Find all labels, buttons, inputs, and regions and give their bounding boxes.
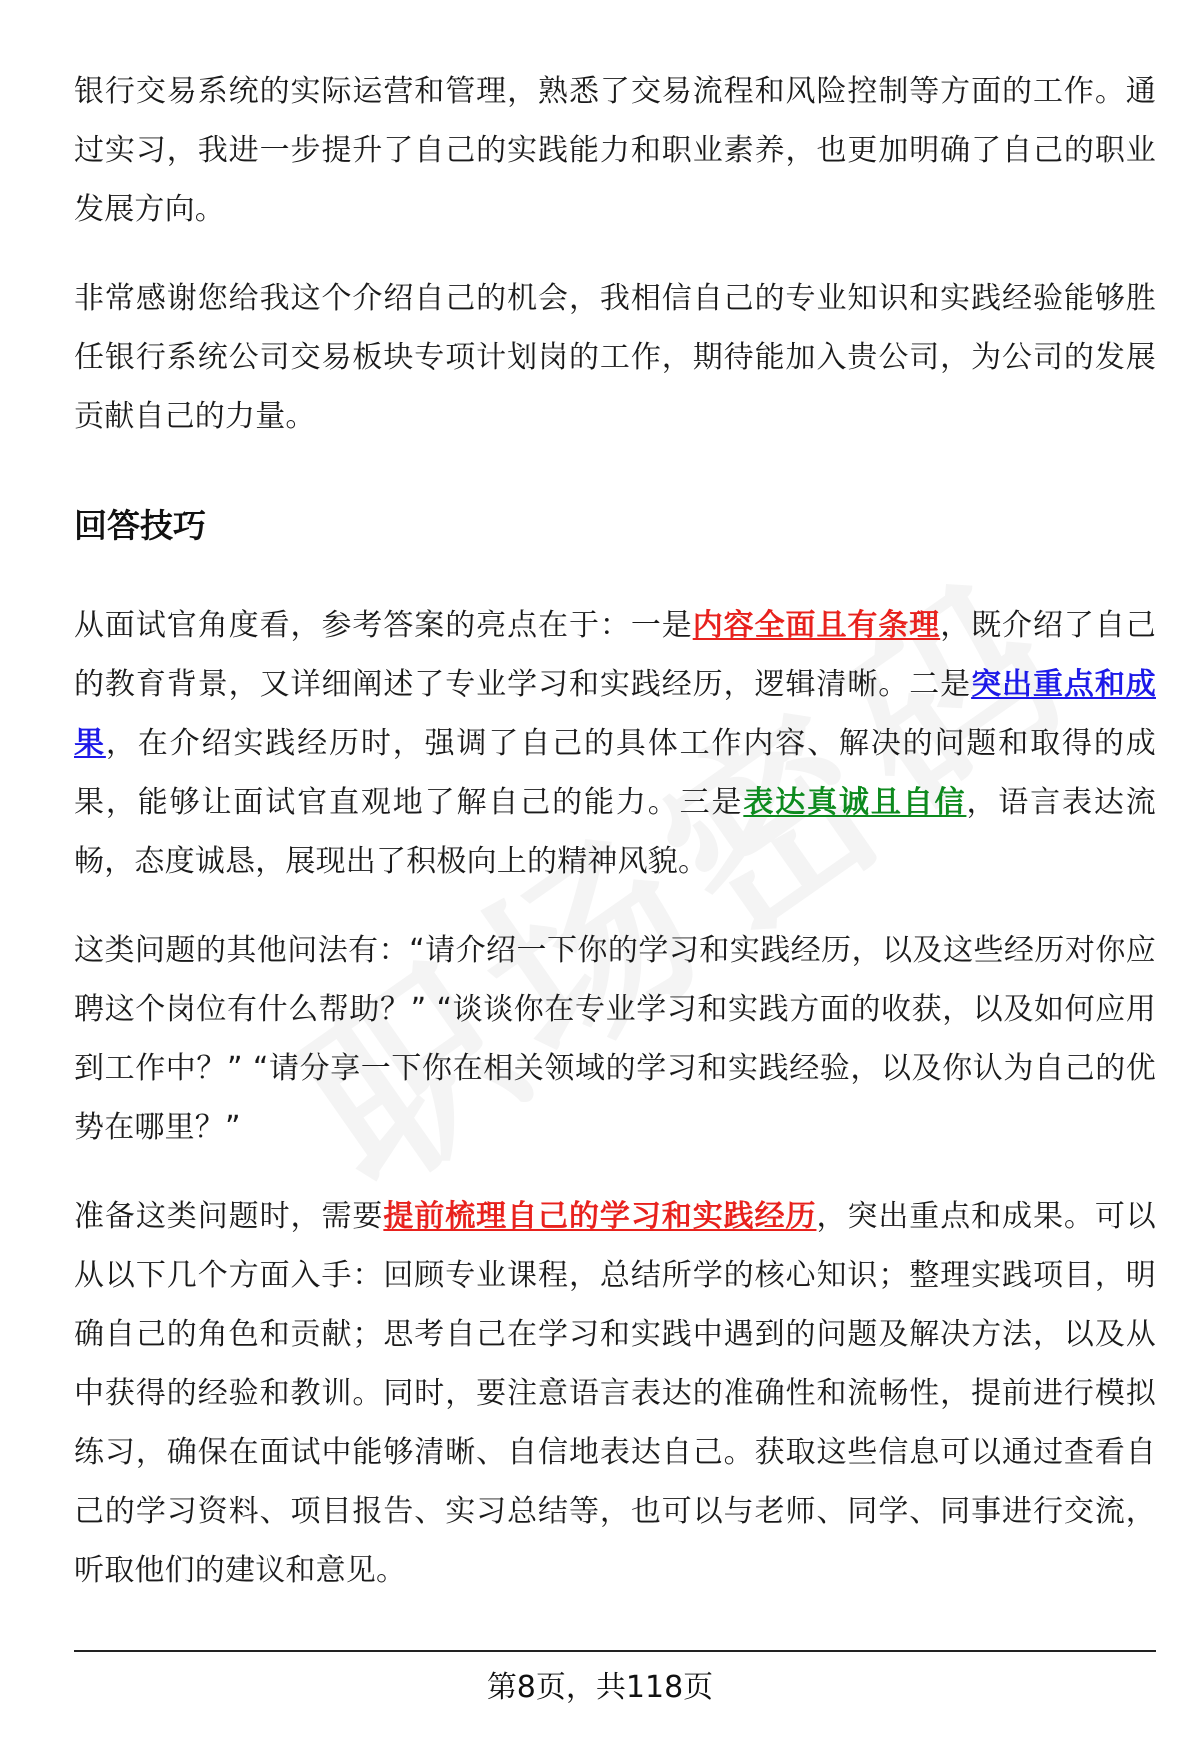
highlights-text-2: ，既介绍了自己的教育背景，又详细阐述了专业学习和实践经历，逻辑清晰。二是	[74, 608, 1156, 702]
highlights-text-4: ，语言表达流畅，态度诚恳，展现出了积极向上的精神风貌。	[74, 785, 1156, 879]
paragraph-preparation	[74, 1187, 1156, 1600]
highlight-key-results: 突出重点和成果	[74, 667, 1156, 761]
preparation-text-2: ，突出重点和成果。可以从以下几个方面入手：回顾专业课程，总结所学的核心知识；整理实践项目，明确自己的角色和贡献；思考自己在学习和实践中遇到的问题及解决方法，以及从中获得的经验和教训。同时，要注意语言表达的准确性和流畅性，提前进行模拟练习，确保在面试中能够清晰、自信地表达自己。获取这些信息可以通过查看自己的学习资料、项目报告、实习总结等，也可以与老师、同学、同事进行交流，听取他们的建议和意见。	[74, 1199, 1157, 1588]
preparation-text-1: 准备这类问题时，需要	[74, 1199, 384, 1234]
highlights-text-3: ，在介绍实践经历时，强调了自己的具体工作内容、解决的问题和取得的成果，能够让面试官直观地了解自己的能力。三是	[74, 726, 1156, 820]
highlight-sincere-confident: 表达真诚且自信	[743, 785, 967, 820]
footer-divider	[74, 1650, 1156, 1652]
highlight-comprehensive: 内容全面且有条理	[692, 608, 941, 643]
paragraph-closing: 非常感谢您给我这个介绍自己的机会，我相信自己的专业知识和实践经验能够胜任银行系统公司交易板块专项计划岗的工作，期待能加入贵公司，为公司的发展贡献自己的力量。	[74, 281, 1156, 434]
page-number: 第8页，共118页	[486, 1670, 714, 1705]
highlights-text-1: 从面试官角度看，参考答案的亮点在于：一是	[74, 608, 693, 643]
highlight-sort-experience: 提前梳理自己的学习和实践经历	[383, 1199, 817, 1234]
paragraph-highlights	[74, 596, 1156, 891]
paragraph-alternate-questions: 这类问题的其他问法有：“请介绍一下你的学习和实践经历，以及这些经历对你应聘这个岗位有什么帮助？” “谈谈你在专业学习和实践方面的收获，以及如何应用到工作中？” “请分享一下你在相关领域的学习和实践经验，以及你认为自己的优势在哪里？”	[74, 933, 1156, 1145]
document-body	[74, 62, 1156, 1600]
section-title: 回答技巧	[74, 506, 206, 545]
paragraph-internship: 银行交易系统的实际运营和管理，熟悉了交易流程和风险控制等方面的工作。通过实习，我进一步提升了自己的实践能力和职业素养，也更加明确了自己的职业发展方向。	[74, 74, 1156, 227]
